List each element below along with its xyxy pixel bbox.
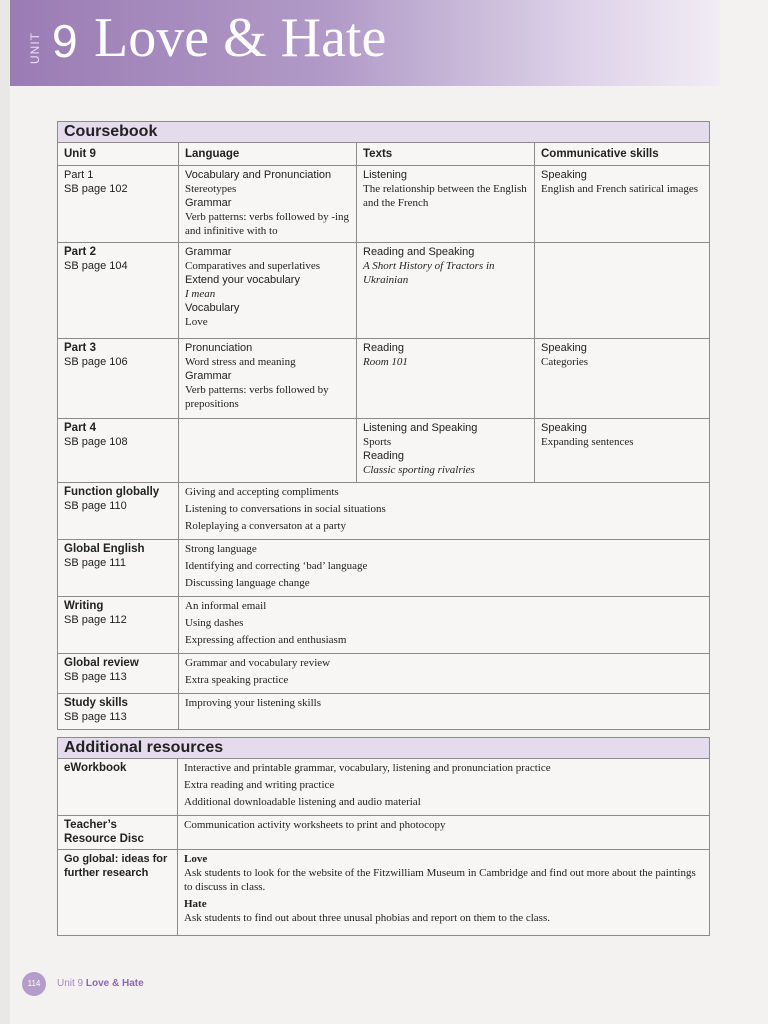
language-label: Extend your vocabulary	[185, 274, 300, 286]
section-line: Grammar and vocabulary review	[185, 657, 331, 669]
section-name-cell	[58, 483, 179, 540]
part-2-skills	[535, 243, 710, 339]
part-4-language	[179, 419, 357, 483]
part-1-cell	[58, 166, 179, 243]
coursebook-title: Coursebook	[58, 122, 710, 143]
part-1-skills	[535, 166, 710, 243]
section-line: Extra speaking practice	[185, 674, 289, 686]
texts-text: Sports	[363, 436, 392, 448]
table-row-part-2	[58, 243, 710, 339]
resource-line: Interactive and printable grammar, vocabulary, listening and pronunciation practice	[184, 762, 551, 774]
section-line: Giving and accepting compliments	[185, 486, 339, 498]
table-row-part-4	[58, 419, 710, 483]
language-label: Pronunciation	[185, 342, 253, 354]
page-number: 114	[22, 972, 46, 996]
section-name-cell	[58, 597, 179, 654]
col-language: Language	[179, 143, 357, 166]
texts-label: Reading and Speaking	[363, 246, 475, 258]
hate-text: Ask students to find out about three unusal phobias and report on them to the class.	[184, 912, 550, 924]
page-title: Love & Hate	[94, 7, 387, 69]
section-line: Identifying and correcting ‘bad’ language	[185, 560, 368, 572]
resource-name: Go global: ideas for further research	[64, 853, 168, 879]
table-row-function-globally	[58, 483, 710, 540]
table-row-eworkbook	[58, 759, 710, 816]
col-texts: Texts	[357, 143, 535, 166]
table-row-part-3	[58, 339, 710, 419]
section-content	[179, 654, 710, 694]
footer-unit	[57, 978, 144, 989]
part-1-language	[179, 166, 357, 243]
table-row-writing	[58, 597, 710, 654]
skills-text: Categories	[541, 356, 589, 368]
texts-label: Listening	[363, 169, 408, 181]
part-4-cell	[58, 419, 179, 483]
language-label: Grammar	[185, 197, 232, 209]
part-2-language	[179, 243, 357, 339]
language-label: Grammar	[185, 370, 232, 382]
table-row-go-global	[58, 850, 710, 936]
resource-name-cell	[58, 816, 178, 850]
section-content	[179, 597, 710, 654]
part-2-texts	[357, 243, 535, 339]
section-line: Improving your listening skills	[185, 697, 321, 709]
part-3-texts	[357, 339, 535, 419]
section-name-cell	[58, 654, 179, 694]
texts-label: Reading	[363, 342, 404, 354]
part-page: SB page 102	[64, 183, 128, 195]
section-page: SB page 113	[64, 711, 127, 723]
section-line: Strong language	[185, 543, 257, 555]
section-line: Expressing affection and enthusiasm	[185, 634, 347, 646]
section-content	[179, 483, 710, 540]
part-name: Part 2	[64, 246, 96, 258]
footer-unit-label: Unit 9	[57, 978, 84, 989]
section-line: Roleplaying a conversaton at a party	[185, 520, 346, 532]
language-text: Verb patterns: verbs followed by prepositions	[185, 384, 329, 410]
section-name: Function globally	[64, 486, 160, 498]
texts-label: Listening and Speaking	[363, 422, 478, 434]
skills-label: Speaking	[541, 342, 587, 354]
skills-label: Speaking	[541, 422, 587, 434]
table-row-global-english	[58, 540, 710, 597]
section-name: Global English	[64, 543, 145, 555]
section-content	[179, 694, 710, 730]
section-page: SB page 112	[64, 614, 127, 626]
language-text: I mean	[185, 288, 216, 300]
section-name-cell	[58, 540, 179, 597]
section-name-cell	[58, 694, 179, 730]
hate-heading: Hate	[184, 898, 207, 910]
part-2-cell	[58, 243, 179, 339]
skills-text: English and French satirical images	[541, 183, 699, 195]
part-3-skills	[535, 339, 710, 419]
additional-resources-table	[57, 737, 710, 936]
part-4-texts	[357, 419, 535, 483]
language-label: Vocabulary	[185, 302, 240, 314]
resource-name-cell	[58, 850, 178, 936]
part-name: Part 1	[64, 169, 94, 181]
texts-text: Room 101	[363, 356, 408, 368]
love-text: Ask students to look for the website of the Fitzwilliam Museum in Cambridge and find out more about the paintings to discuss in class.	[184, 867, 696, 893]
texts-text: A Short History of Tractors in Ukrainian	[363, 260, 495, 286]
language-text: Comparatives and superlatives	[185, 260, 321, 272]
part-page: SB page 104	[64, 260, 128, 272]
col-communicative-skills: Communicative skills	[535, 143, 710, 166]
resource-line: Additional downloadable listening and audio material	[184, 796, 421, 808]
col-unit: Unit 9	[58, 143, 179, 166]
section-content	[179, 540, 710, 597]
part-3-cell	[58, 339, 179, 419]
resource-name: Teacher’s Resource Disc	[64, 819, 144, 845]
part-4-skills	[535, 419, 710, 483]
skills-label: Speaking	[541, 169, 587, 181]
love-heading: Love	[184, 853, 208, 865]
part-name: Part 4	[64, 422, 96, 434]
coursebook-table	[57, 121, 710, 730]
part-page: SB page 108	[64, 436, 128, 448]
resource-name: eWorkbook	[64, 762, 127, 774]
part-page: SB page 106	[64, 356, 128, 368]
part-3-language	[179, 339, 357, 419]
table-row-teachers-resource-disc	[58, 816, 710, 850]
unit-header-banner	[10, 0, 720, 86]
language-text: Word stress and meaning	[185, 356, 296, 368]
section-line: Listening to conversations in social situations	[185, 503, 386, 515]
table-row-study-skills	[58, 694, 710, 730]
resource-content	[178, 759, 710, 816]
part-name: Part 3	[64, 342, 96, 354]
resource-line: Extra reading and writing practice	[184, 779, 335, 791]
language-label: Grammar	[185, 246, 232, 258]
section-name: Writing	[64, 600, 104, 612]
resource-name-cell	[58, 759, 178, 816]
section-line: An informal email	[185, 600, 267, 612]
resource-line: Communication activity worksheets to print and photocopy	[184, 819, 446, 831]
section-page: SB page 110	[64, 500, 127, 512]
page-edge	[0, 0, 10, 1024]
resource-content	[178, 850, 710, 936]
section-line: Using dashes	[185, 617, 244, 629]
texts-text: Classic sporting rivalries	[363, 464, 475, 476]
section-page: SB page 113	[64, 671, 127, 683]
table-row-part-1	[58, 166, 710, 243]
unit-number: 9	[52, 15, 78, 67]
language-text: Love	[185, 316, 208, 328]
section-name: Study skills	[64, 697, 128, 709]
section-name: Global review	[64, 657, 139, 669]
texts-label: Reading	[363, 450, 404, 462]
table-row-global-review	[58, 654, 710, 694]
part-1-texts	[357, 166, 535, 243]
section-line: Discussing language change	[185, 577, 310, 589]
language-text: Verb patterns: verbs followed by -ing and infinitive with to	[185, 211, 350, 237]
additional-resources-title: Additional resources	[58, 738, 710, 759]
footer-unit-title: Love & Hate	[85, 978, 144, 989]
skills-text: Expanding sentences	[541, 436, 634, 448]
language-text: Stereotypes	[185, 183, 237, 195]
texts-text: The relationship between the English and the French	[363, 183, 527, 209]
language-label: Vocabulary and Pronunciation	[185, 169, 332, 181]
resource-content	[178, 816, 710, 850]
section-page: SB page 111	[64, 557, 126, 569]
unit-word: UNIT	[28, 32, 42, 64]
